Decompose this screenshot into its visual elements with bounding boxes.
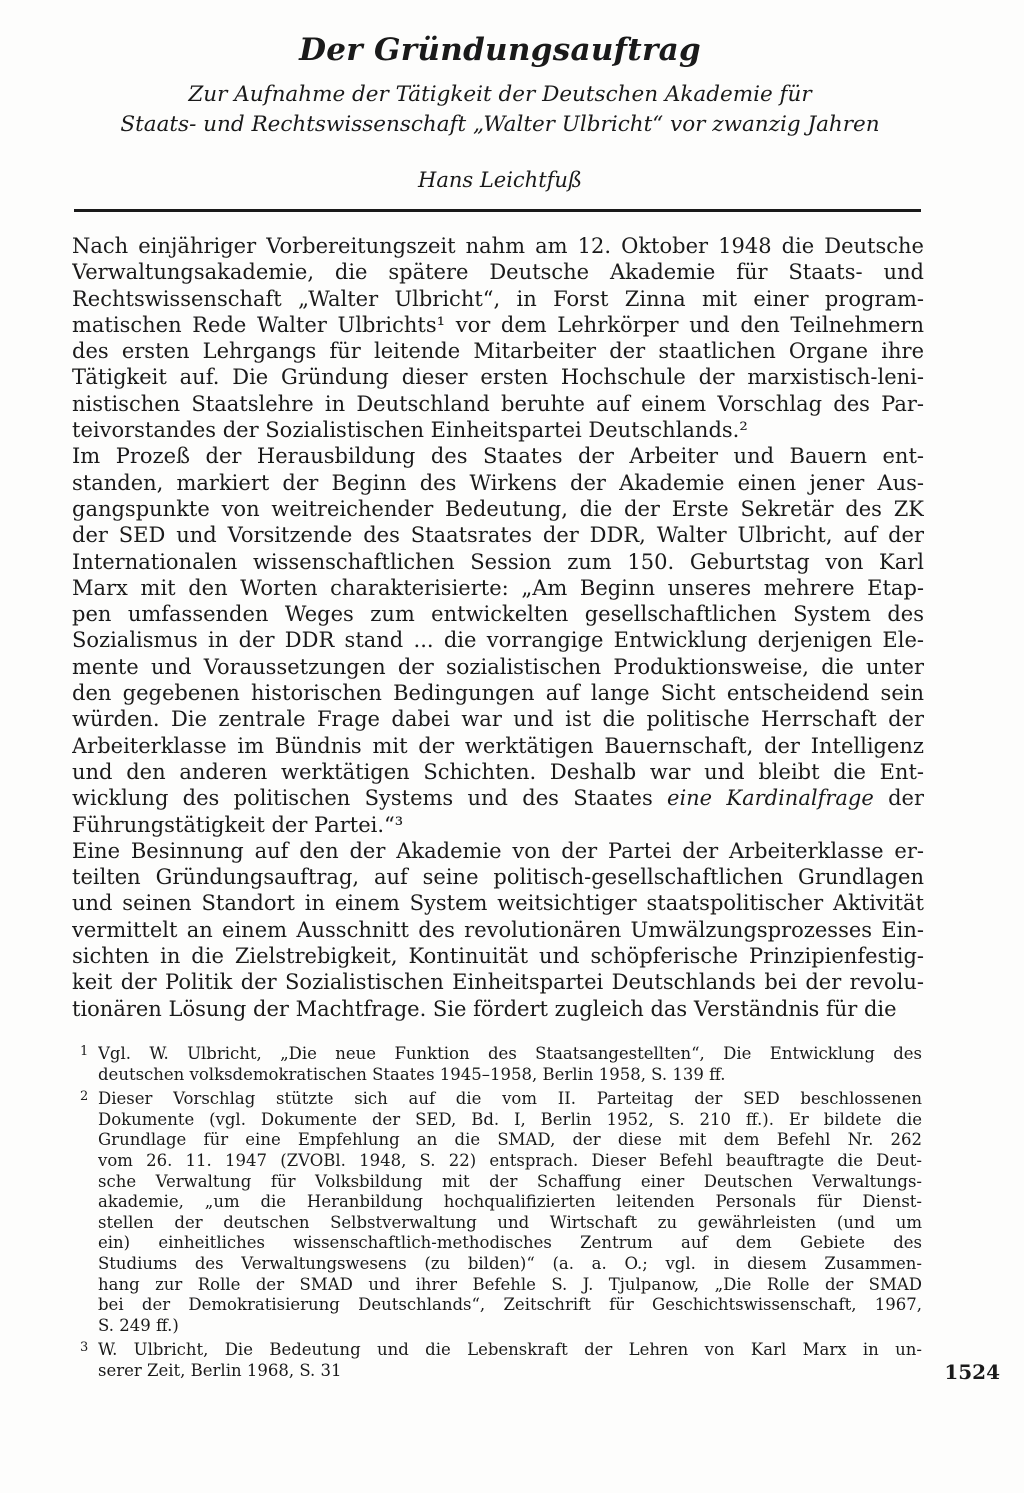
body-line: und den anderen werktätigen Schichten. Deshalb war und bleibt die Ent- <box>72 759 924 784</box>
footnote-line: stellen der deutschen Selbstverwaltung und Wirtschaft zu gewährleisten (und um <box>98 1212 922 1232</box>
body-line: Tätigkeit auf. Die Gründung dieser ersten Hochschule der marxistisch-leni- <box>72 365 924 390</box>
body-line: mente und Voraussetzungen der sozialistischen Produktionsweise, die unter <box>72 654 924 679</box>
body-line: Arbeiterklasse im Bündnis mit der werktätigen Bauernschaft, der Intelligenz <box>72 733 924 758</box>
footnote-line: Studiums des Verwaltungswesens (zu bilden)“ (a. a. O.; vgl. in diesem Zusammen- <box>98 1253 922 1273</box>
footnote-line: sche Verwaltung für Volksbildung mit der Schaffung einer Deutschen Verwaltungs- <box>98 1171 922 1191</box>
footnote-line: Grundlage für eine Empfehlung an die SMAD, der diese mit dem Befehl Nr. 262 <box>98 1130 922 1150</box>
body-line: teivorstandes der Sozialistischen Einheitspartei Deutschlands.² <box>72 418 748 443</box>
footnote-line: bei der Demokratisierung Deutschlands“, Zeitschrift für Geschichtswissenschaft, 1967, <box>98 1295 922 1315</box>
footnote-number: 1 <box>80 1044 89 1059</box>
subtitle-line: Staats- und Rechtswissenschaft „Walter Ulbricht“ vor zwanzig Jahren <box>120 112 880 137</box>
body-line: keit der Politik der Sozialistischen Einheitspartei Deutschlands bei der revolu- <box>72 970 924 995</box>
title-divider <box>74 209 921 212</box>
footnotes <box>80 1044 922 1386</box>
footnote <box>80 1044 922 1085</box>
footnote-line: serer Zeit, Berlin 1968, S. 31 <box>98 1360 342 1380</box>
body-line: den gegebenen historischen Bedingungen auf lange Sicht entscheidend sein <box>72 681 924 706</box>
body-line: Internationalen wissenschaftlichen Session zum 150. Geburtstag von Karl <box>72 549 924 574</box>
footnote-line: Dieser Vorschlag stützte sich auf die vom II. Parteitag der SED beschlossenen <box>98 1089 922 1109</box>
body-line: würden. Die zentrale Frage dabei war und ist die politische Herrschaft der <box>72 707 924 732</box>
footnote-line: akademie, „um die Heranbildung hochqualifizierten leitenden Personals für Dienst- <box>98 1192 922 1212</box>
footnote-number: 2 <box>80 1089 89 1105</box>
body-line: tionären Lösung der Machtfrage. Sie fördert zugleich das Verständnis für die <box>72 996 897 1021</box>
body-line: Sozialismus in der DDR stand ... die vorrangige Entwicklung derjenigen Ele- <box>72 628 924 653</box>
footnote-line: ein) einheitliches wissenschaftlich-methodisches Zentrum auf dem Gebiete des <box>98 1233 922 1253</box>
body-line: matischen Rede Walter Ulbrichts¹ vor dem Lehrkörper und den Teilnehmern <box>72 312 924 337</box>
body-line: und seinen Standort in einem System weitsichtiger staatspolitischer Aktivität <box>72 891 924 916</box>
footnote-line: deutschen volksdemokratischen Staates 1945–1958, Berlin 1958, S. 139 ff. <box>98 1064 726 1084</box>
body-line: Marx mit den Worten charakterisierte: „Am Beginn unseres mehrere Etap- <box>72 575 924 600</box>
body-line: Verwaltungsakademie, die spätere Deutsche Akademie für Staats- und <box>72 260 924 285</box>
body-line: standen, markiert der Beginn des Wirkens der Akademie einen jener Aus- <box>72 470 924 495</box>
body-line: sichten in die Zielstrebigkeit, Kontinuität und schöpferische Prinzipienfestig- <box>72 944 924 969</box>
body-line: der SED und Vorsitzende des Staatsrates der DDR, Walter Ulbricht, auf der <box>72 523 924 548</box>
article-title: Der Gründungsauftrag <box>299 32 701 68</box>
footnote-line: W. Ulbricht, Die Bedeutung und die Lebenskraft der Lehren von Karl Marx in un- <box>98 1340 922 1360</box>
article-author: Hans Leichtfuß <box>418 168 582 192</box>
page-number: 1524 <box>944 1360 1000 1384</box>
footnote-number: 3 <box>80 1340 89 1356</box>
footnote-line: Dokumente (vgl. Dokumente der SED, Bd. I, Berlin 1952, S. 210 ff.). Er bildete die <box>98 1109 922 1129</box>
footnote-line: S. 249 ff.) <box>98 1315 179 1335</box>
body-text <box>72 233 924 1022</box>
footnote-line: Vgl. W. Ulbricht, „Die neue Funktion des Staatsangestellten“, Die Entwicklung des <box>98 1044 922 1063</box>
body-line: Rechtswissenschaft „Walter Ulbricht“, in Forst Zinna mit einer program- <box>72 286 924 311</box>
body-line: nistischen Staatslehre in Deutschland beruhte auf einem Vorschlag des Par- <box>72 391 924 416</box>
body-line: Nach einjähriger Vorbereitungszeit nahm am 12. Oktober 1948 die Deutsche <box>72 234 924 258</box>
body-line: gangspunkte von weitreichender Bedeutung, die der Erste Sekretär des ZK <box>72 496 924 521</box>
body-line: teilten Gründungsauftrag, auf seine politisch-gesellschaftlichen Grundlagen <box>72 865 924 890</box>
footnote <box>80 1340 922 1381</box>
footnote-line: vom 26. 11. 1947 (ZVOBl. 1948, S. 22) entsprach. Dieser Befehl beauftragte die Deut- <box>98 1150 922 1170</box>
body-line: Führungstätigkeit der Partei.“³ <box>72 812 404 837</box>
body-line: Im Prozeß der Herausbildung des Staates der Arbeiter und Bauern ent- <box>72 444 924 469</box>
footnote <box>80 1089 922 1336</box>
body-line: Eine Besinnung auf den der Akademie von der Partei der Arbeiterklasse er- <box>72 838 924 863</box>
article-subtitle <box>60 80 940 140</box>
subtitle-line: Zur Aufnahme der Tätigkeit der Deutschen Akademie für <box>188 82 812 107</box>
body-line: pen umfassenden Weges zum entwickelten gesellschaftlichen System des <box>72 602 924 627</box>
body-line: des ersten Lehrgangs für leitende Mitarbeiter der staatlichen Organe ihre <box>72 339 924 364</box>
footnote-line: hang zur Rolle der SMAD und ihrer Befehle S. J. Tjulpanow, „Die Rolle der SMAD <box>98 1274 922 1294</box>
body-line: wicklung des politischen Systems und des Staates eine Kardinalfrage der <box>72 786 924 811</box>
body-line: vermittelt an einem Ausschnitt des revolutionären Umwälzungsprozesses Ein- <box>72 917 924 942</box>
